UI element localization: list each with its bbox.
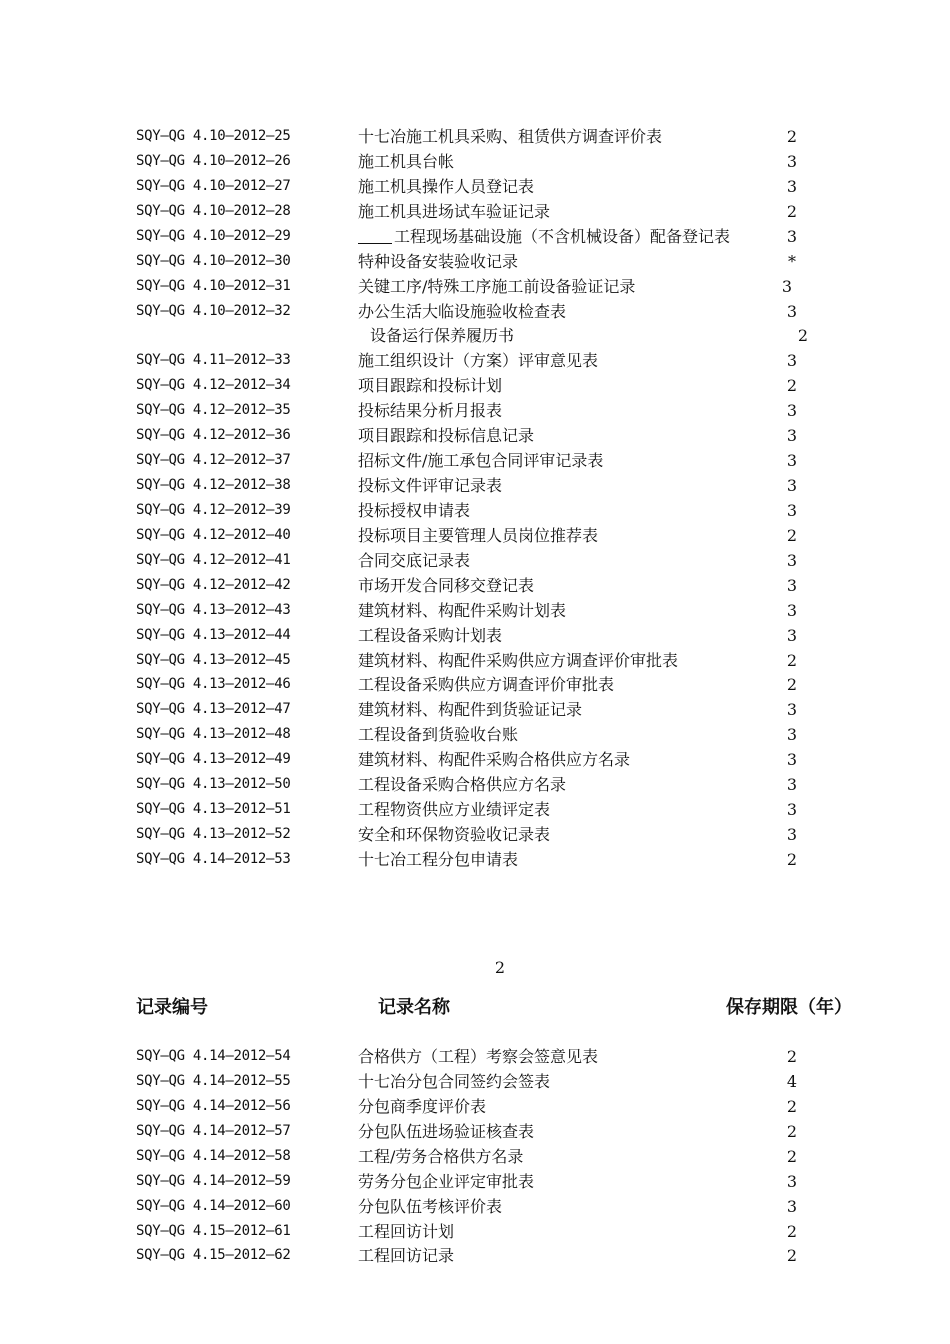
record-code: SQY—QG 4.12—2012—35 [136,402,291,419]
record-code: SQY—QG 4.13—2012—44 [136,626,291,643]
record-code: SQY—QG 4.10—2012—29 [136,227,291,244]
retention-years: 4 [786,1071,798,1091]
record-code: SQY—QG 4.12—2012—42 [136,576,291,593]
record-code: SQY—QG 4.14—2012—53 [136,850,291,867]
table-row [0,1169,950,1194]
table-row [0,598,950,623]
record-name [358,523,598,548]
record-name [358,623,502,648]
record-name-text: 分包队伍考核评价表 [358,1196,503,1216]
record-name-text: 投标授权申请表 [358,500,471,520]
table-row [0,1144,950,1169]
retention-years: 2 [786,675,798,695]
record-name [358,648,678,673]
table-row [0,772,950,797]
retention-years: 2 [786,849,798,869]
record-name [358,1094,486,1119]
record-name [358,423,534,448]
record-name-text: 安全和环保物资验收记录表 [358,825,551,845]
record-name [358,348,598,373]
record-name-text: 建筑材料、构配件采购计划表 [358,600,567,620]
table-row [0,523,950,548]
record-name-text: 分包商季度评价表 [358,1096,487,1116]
record-name-text: 工程回访记录 [358,1246,455,1266]
record-name-text: 工程物资供应方业绩评定表 [358,800,551,820]
table-row [0,847,950,872]
table-row [0,623,950,648]
record-name [358,1044,598,1069]
retention-years: 3 [786,476,798,496]
record-code: SQY—QG 4.13—2012—45 [136,651,291,668]
table-header [0,994,950,1022]
record-code: SQY—QG 4.14—2012—58 [136,1147,291,1164]
record-name-text: 建筑材料、构配件采购供应方调查评价审批表 [358,650,679,670]
retention-years: 2 [797,326,809,346]
record-code: SQY—QG 4.13—2012—51 [136,801,291,818]
record-name [358,1069,550,1094]
retention-years: 2 [786,201,798,221]
retention-years: 2 [786,1121,798,1141]
record-name-text: 施工机具台帐 [358,151,455,171]
record-code: SQY—QG 4.15—2012—62 [136,1247,291,1264]
table-row [0,149,950,174]
record-name [358,149,454,174]
record-name-text: 工程设备到货验收台账 [358,725,519,745]
record-name-text: 特种设备安装验收记录 [358,251,519,271]
table-row [0,797,950,822]
record-name-text: 十七冶施工机具采购、租赁供方调查评价表 [358,127,663,146]
record-name [358,822,550,847]
record-code: SQY—QG 4.12—2012—34 [136,377,291,394]
record-name [358,249,518,274]
record-name-text: 投标项目主要管理人员岗位推荐表 [358,525,599,545]
retention-years: 3 [781,276,793,296]
record-code: SQY—QG 4.13—2012—49 [136,751,291,768]
record-name [358,199,550,224]
record-code: SQY—QG 4.14—2012—57 [136,1122,291,1139]
retention-years: 2 [786,650,798,670]
retention-years: 3 [786,600,798,620]
record-name-text: 建筑材料、构配件到货验证记录 [358,700,583,720]
record-name [358,174,534,199]
record-code: SQY—QG 4.10—2012—26 [136,152,291,169]
table-row [0,498,950,523]
table-row [0,722,950,747]
record-code: SQY—QG 4.12—2012—38 [136,477,291,494]
record-name [358,1144,523,1169]
record-name-text: 投标文件评审记录表 [358,476,503,496]
record-code: SQY—QG 4.14—2012—59 [136,1172,291,1189]
retention-years: 2 [786,127,798,146]
record-name [358,1243,454,1268]
table-row [0,648,950,673]
table-row [0,573,950,598]
table-row [0,199,950,224]
table-row [0,323,950,348]
record-name [358,697,582,722]
table-row [0,398,950,423]
record-name-text: 工程设备采购供应方调查评价审批表 [358,675,615,695]
record-code: SQY—QG 4.10—2012—28 [136,202,291,219]
record-code: SQY—QG 4.11—2012—33 [136,352,291,369]
record-name [358,373,502,398]
record-name [358,1194,502,1219]
retention-years: 2 [786,1047,798,1066]
retention-years: * [788,251,796,271]
table-row [0,697,950,722]
record-name [358,224,730,249]
record-name [358,772,566,797]
retention-years: 2 [786,376,798,396]
table-row [0,1243,950,1268]
record-name [358,299,566,324]
retention-years: 3 [786,401,798,421]
record-code: SQY—QG 4.14—2012—56 [136,1097,291,1114]
record-code: SQY—QG 4.10—2012—32 [136,302,291,319]
record-name-text: 投标结果分析月报表 [358,401,503,421]
retention-years: 3 [786,500,798,520]
table-row [0,299,950,324]
page-number: 2 [494,958,506,977]
record-name [358,498,470,523]
record-code: SQY—QG 4.14—2012—60 [136,1197,291,1214]
table-row [0,448,950,473]
retention-years: 3 [786,825,798,845]
record-name-text: 项目跟踪和投标计划 [358,376,503,396]
retention-years: 3 [786,550,798,570]
record-name-text: 工程/劳务合格供方名录 [358,1146,524,1166]
table-row [0,1094,950,1119]
record-code: SQY—QG 4.10—2012—31 [136,277,291,294]
retention-years: 3 [786,575,798,595]
retention-years: 3 [786,625,798,645]
record-code: SQY—QG 4.12—2012—39 [136,501,291,518]
retention-years: 3 [786,800,798,820]
record-name [358,274,635,299]
record-name-text: 分包队伍进场验证核查表 [358,1121,535,1141]
table-row [0,1219,950,1244]
record-name [370,323,514,348]
record-name-text: 招标文件/施工承包合同评审记录表 [358,451,604,471]
record-name-text: 关键工序/特殊工序施工前设备验证记录 [358,276,636,296]
table-row [0,473,950,498]
retention-years: 2 [786,1221,798,1241]
table-row [0,373,950,398]
record-name-text: 工程回访计划 [358,1221,455,1241]
retention-years: 2 [786,525,798,545]
table-row [0,224,950,249]
table-row [0,1044,950,1069]
retention-years: 3 [786,151,798,171]
record-name [358,124,662,149]
record-name-text: 市场开发合同移交登记表 [358,575,535,595]
record-name-text: 办公生活大临设施验收检查表 [358,301,567,321]
header-record-code: 记录编号 [136,997,208,1018]
record-name-text: 劳务分包企业评定审批表 [358,1171,535,1191]
record-name [358,847,518,872]
record-name [358,747,630,772]
record-code: SQY—QG 4.13—2012—50 [136,776,291,793]
record-name-text: 十七冶分包合同签约会签表 [358,1071,551,1091]
record-name-text: 项目跟踪和投标信息记录 [358,426,535,446]
table-row [0,747,950,772]
table-row [0,548,950,573]
record-name-text: 十七冶工程分包申请表 [358,849,519,869]
table-row [0,1069,950,1094]
record-name-text: 工程设备采购合格供应方名录 [358,775,567,795]
table-row [0,174,950,199]
table-row [0,124,950,149]
retention-years: 2 [786,1096,798,1116]
record-code: SQY—QG 4.15—2012—61 [136,1222,291,1239]
table-row [0,423,950,448]
table-row [0,348,950,373]
record-name [358,797,550,822]
table-row [0,672,950,697]
retention-years: 3 [786,1196,798,1216]
record-name-text: 施工机具操作人员登记表 [358,176,535,196]
record-code: SQY—QG 4.10—2012—25 [136,128,291,144]
retention-years: 3 [786,725,798,745]
record-name [358,398,502,423]
record-name [358,672,614,697]
record-name-text: 设备运行保养履历书 [370,326,515,346]
retention-years: 2 [786,1246,798,1266]
header-record-name: 记录名称 [378,997,450,1018]
retention-years: 2 [786,1146,798,1166]
record-name-text: 工程设备采购计划表 [358,625,503,645]
table-row [0,1119,950,1144]
retention-years: 3 [786,700,798,720]
table-row [0,274,950,299]
record-code: SQY—QG 4.12—2012—40 [136,526,291,543]
record-code: SQY—QG 4.13—2012—43 [136,601,291,618]
record-name [358,1169,534,1194]
record-code: SQY—QG 4.14—2012—55 [136,1072,291,1089]
record-code: SQY—QG 4.10—2012—30 [136,252,291,269]
record-code: SQY—QG 4.13—2012—52 [136,826,291,843]
table-row [0,249,950,274]
fill-in-blank [358,225,392,244]
retention-years: 3 [786,1171,798,1191]
record-name [358,1219,454,1244]
record-code: SQY—QG 4.12—2012—36 [136,427,291,444]
table-row [0,1194,950,1219]
record-code: SQY—QG 4.14—2012—54 [136,1048,291,1064]
record-code: SQY—QG 4.12—2012—37 [136,452,291,469]
retention-years: 3 [786,176,798,196]
record-name-text: 施工组织设计（方案）评审意见表 [358,351,599,371]
table-row [0,822,950,847]
record-name [358,722,518,747]
record-name-text: 合格供方（工程）考察会签意见表 [358,1047,599,1066]
record-name [358,473,502,498]
record-name [358,548,470,573]
record-name [358,1119,534,1144]
record-name-text: 合同交底记录表 [358,550,471,570]
record-code: SQY—QG 4.13—2012—46 [136,676,291,693]
retention-years: 3 [786,451,798,471]
retention-years: 3 [786,351,798,371]
retention-years: 3 [786,426,798,446]
retention-years: 3 [786,226,798,246]
record-name-text: 工程现场基础设施（不含机械设备）配备登记表 [394,226,731,246]
retention-years: 3 [786,750,798,770]
record-name-text: 施工机具进场试车验证记录 [358,201,551,221]
record-name-text: 建筑材料、构配件采购合格供应方名录 [358,750,631,770]
record-code: SQY—QG 4.10—2012—27 [136,177,291,194]
record-name [358,448,603,473]
record-code: SQY—QG 4.13—2012—48 [136,726,291,743]
header-retention-years: 保存期限（年） [726,997,852,1018]
retention-years: 3 [786,775,798,795]
record-code: SQY—QG 4.13—2012—47 [136,701,291,718]
retention-years: 3 [786,301,798,321]
record-code: SQY—QG 4.12—2012—41 [136,551,291,568]
record-name [358,598,566,623]
record-name [358,573,534,598]
